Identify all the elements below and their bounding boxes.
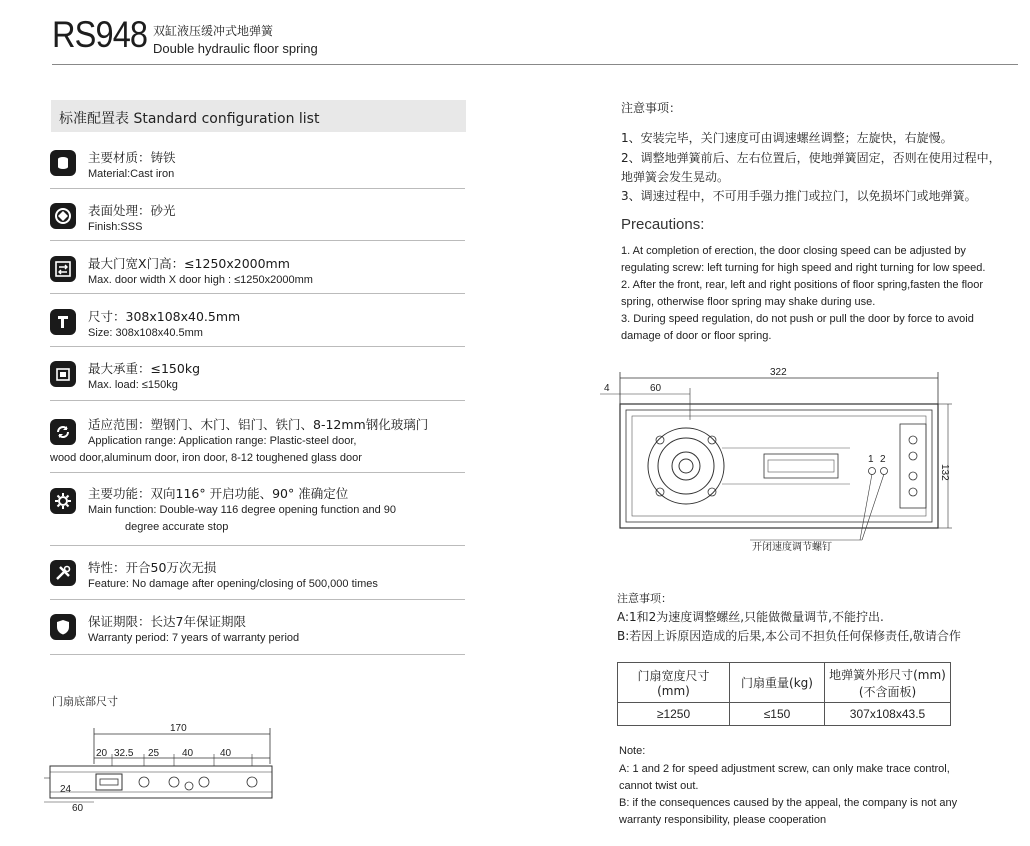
product-title-en: Double hydraulic floor spring	[153, 41, 318, 56]
table-header: 门扇宽度尺寸(mm)	[618, 663, 730, 703]
notes-cn-line: 2、调整地弹簧前后、左右位置后，使地弹簧固定，否则在使用过程中，	[621, 151, 1001, 165]
notes-cn-line: 3、调速过程中，不可用手强力推门或拉门，以免损坏门或地弹簧。	[621, 189, 977, 203]
precaution-line: 2. After the front, rear, left and right positions of floor spring,fasten the floor	[621, 279, 983, 291]
door-size-icon	[50, 256, 76, 282]
table-header-combined	[825, 663, 951, 703]
spec-cn: 最大门宽X门高：≤1250x2000mm	[88, 256, 290, 271]
note-en-title: Note:	[619, 745, 646, 757]
dim-label: 25	[148, 748, 160, 759]
notes-cn2-title: 注意事项：	[617, 592, 672, 605]
floor-spring-top-drawing	[600, 364, 960, 554]
feature-icon	[50, 560, 76, 586]
note-en-line: warranty responsibility, please cooperation	[619, 814, 827, 826]
header-divider	[52, 64, 1018, 65]
spec-cn: 主要材质：铸铁	[88, 150, 176, 165]
spec-cn: 主要功能：双向116° 开启功能、90° 准确定位	[88, 486, 349, 501]
table-row	[618, 703, 951, 726]
notes-cn2-line: A:1和2为速度调整螺丝,只能做微量调节,不能拧出.	[617, 610, 884, 624]
table-header-line: (不含面板)	[858, 684, 917, 699]
page-header	[0, 0, 1030, 66]
dim-label: 32.5	[114, 748, 134, 759]
dim-label: 170	[170, 723, 187, 734]
spec-divider	[50, 654, 465, 655]
model-number: RS948	[52, 14, 148, 55]
dim-label: 132	[939, 464, 950, 481]
precaution-line: 1. At completion of erection, the door closing speed can be adjusted by	[621, 245, 966, 257]
precaution-line: regulating screw: left turning for high speed and right turning for low speed.	[621, 262, 986, 274]
spec-divider	[50, 599, 465, 600]
screw-label: 1	[868, 454, 874, 465]
spec-cn: 适应范围：塑钢门、木门、铝门、铁门、8-12mm钢化玻璃门	[88, 417, 429, 432]
notes-cn-title: 注意事项：	[621, 101, 682, 115]
spec-en: Max. load: ≤150kg	[88, 379, 178, 391]
precaution-line: damage of door or floor spring.	[621, 330, 772, 342]
config-title-bar	[51, 100, 466, 132]
spec-en: Finish:SSS	[88, 221, 143, 233]
screw-label: 2	[880, 454, 886, 465]
bottom-drawing-label: 门扇底部尺寸	[52, 695, 118, 708]
dim-label: 322	[770, 367, 787, 378]
table-header-row	[618, 663, 951, 703]
notes-cn-line: 1、安装完毕，关门速度可由调速螺丝调整；左旋快，右旋慢。	[621, 131, 953, 145]
material-icon	[50, 150, 76, 176]
size-icon	[50, 309, 76, 335]
screw-caption: 开闭速度调节螺钉	[752, 542, 832, 553]
application-icon	[50, 419, 76, 445]
spec-en: wood door,aluminum door, iron door, 8-12 toughened glass door	[50, 452, 362, 464]
spec-cn: 特性：开合50万次无损	[88, 560, 217, 575]
dim-label: 20	[96, 748, 108, 759]
spec-divider	[50, 293, 465, 294]
table-cell: 307x108x43.5	[825, 703, 951, 726]
product-title-cn: 双缸液压缓冲式地弹簧	[153, 24, 274, 38]
note-en-line: B: if the consequences caused by the appeal, the company is not any	[619, 797, 958, 809]
load-icon	[50, 361, 76, 387]
spec-en: Warranty period: 7 years of warranty period	[88, 632, 300, 644]
dim-label: 60	[72, 803, 84, 814]
function-icon	[50, 488, 76, 514]
dim-label: 40	[220, 748, 232, 759]
spec-cn: 最大承重：≤150kg	[88, 361, 201, 376]
note-en-line: cannot twist out.	[619, 780, 699, 792]
table-cell: ≥1250	[618, 703, 730, 726]
door-bottom-drawing	[44, 716, 284, 814]
spec-en: Application range: Application range: Plastic-steel door,	[88, 435, 357, 447]
spec-en: degree accurate stop	[125, 521, 229, 533]
spec-en: Main function: Double-way 116 degree opening function and 90	[88, 504, 397, 516]
spec-cn: 尺寸：308x108x40.5mm	[88, 309, 241, 324]
notes-cn-line: 地弹簧会发生晃动。	[621, 170, 730, 184]
table-header: 门扇重量(kg)	[730, 663, 825, 703]
spec-en: Feature: No damage after opening/closing of 500,000 times	[88, 578, 378, 590]
dim-label: 40	[182, 748, 194, 759]
spec-divider	[50, 188, 465, 189]
dim-label: 4	[604, 383, 610, 394]
spec-divider	[50, 400, 465, 401]
warranty-icon	[50, 614, 76, 640]
spec-en: Size: 308x108x40.5mm	[88, 327, 203, 339]
dim-label: 24	[60, 784, 72, 795]
spec-en: Max. door width X door high : ≤1250x2000mm	[88, 274, 313, 286]
spec-divider	[50, 545, 465, 546]
config-title: 标准配置表 Standard configuration list	[59, 111, 320, 127]
spec-divider	[50, 346, 465, 347]
spec-cn: 保证期限：长达7年保证期限	[88, 614, 246, 629]
precautions-title: Precautions:	[621, 216, 705, 233]
dim-label: 60	[650, 383, 662, 394]
finish-icon	[50, 203, 76, 229]
spec-en: Material:Cast iron	[88, 168, 175, 180]
spec-divider	[50, 240, 465, 241]
table-cell: ≤150	[730, 703, 825, 726]
precaution-line: 3. During speed regulation, do not push or pull the door by force to avoid	[621, 313, 974, 325]
spec-table	[617, 662, 951, 726]
notes-cn2-line: B:若因上诉原因造成的后果,本公司不担负任何保修责任,敬请合作	[617, 629, 961, 643]
table-header-line: 地弹簧外形尺寸(mm)	[829, 667, 946, 682]
precaution-line: spring, otherwise floor spring may shake during use.	[621, 296, 876, 308]
spec-cn: 表面处理：砂光	[88, 203, 176, 218]
note-en-line: A: 1 and 2 for speed adjustment screw, can only make trace control,	[619, 763, 950, 775]
spec-divider	[50, 472, 465, 473]
